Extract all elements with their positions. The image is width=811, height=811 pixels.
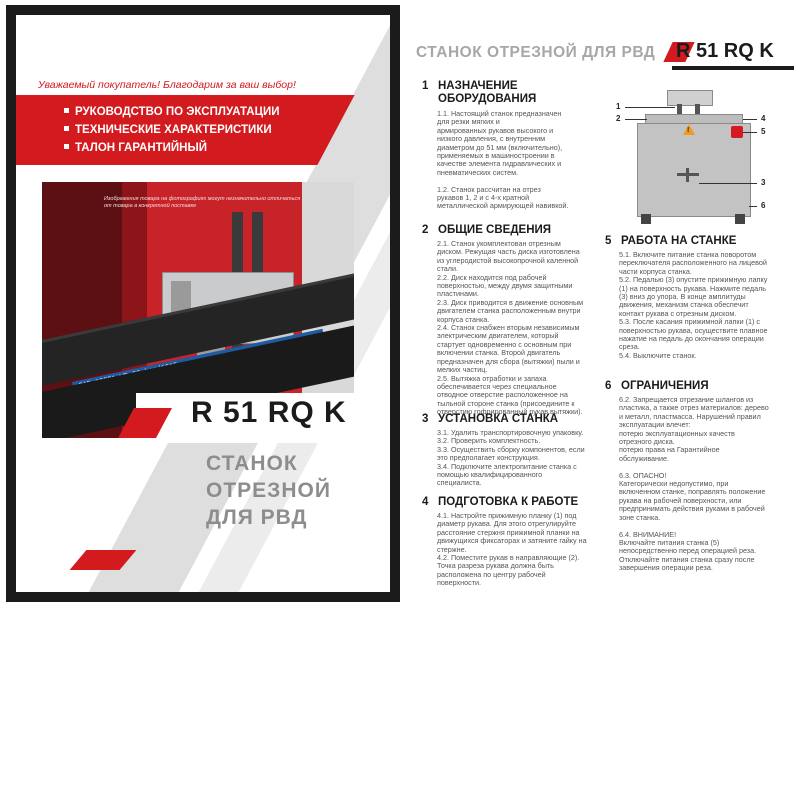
section-text: 4.1. Настройте прижимную планку (1) под диаметр рукава. Для этого отрегулируйте расстояние стержня прижимной планки на движущихся фиксаторах и затяните гайку на стержне. 4.2. Поместите рукав в направляющие (2). Точка разреза рукава должна быть расположена по центру рабочей поверхности. bbox=[437, 511, 587, 588]
cover-title-line: СТАНОК bbox=[206, 452, 298, 475]
section-heading: 1 НАЗНАЧЕНИЕ ОБОРУДОВАНИЯ bbox=[422, 80, 537, 105]
cover-band-item: РУКОВОДСТВО ПО ЭКСПЛУАТАЦИИ bbox=[64, 106, 280, 118]
pedal bbox=[677, 173, 699, 176]
cover-title-line: ОТРЕЗНОЙ bbox=[206, 479, 331, 502]
diagram-label: 2 bbox=[616, 114, 621, 123]
diagram-label: 5 bbox=[761, 127, 766, 136]
section-text: 6.2. Запрещается отрезание шлангов из пластика, а также отрез материалов: дерево и металл, пластмасса. Нарушений правил эксплуатации влечет: потерю эксплуатационных качеств отрезного диска. потерю права на Гарантийное обслуживание. 6.3. ОПАСНО! Категорически недопустимо, при включенном станке, поправлять положение рукава на рабочей поверхности, или предпринимать действия руками в рабочей зоне станка. 6.4. ВНИМАНИЕ! Включайте питания станка (5) непосредственно перед операцией реза. Отключайте питания станка сразу после завершения операции реза. bbox=[619, 395, 769, 573]
machine-diagram: ! 1 2 4 5 3 6 bbox=[607, 88, 777, 228]
section-text: 2.1. Станок укомплектован отрезным диском. Режущая часть диска изготовлена из углеродистой высокопрочной каленной стали. 2.2. Диск находится под рабочей поверхностью, между двумя защитными пластинами. 2.3. Диск приводится в движение основным двигателем станка расположенным внутри корпуса станка. 2.4. Станок снабжен вторым независимым электрическим двигателем, который стартует одновременно с основным при включении станка. Второй двигатель предназначен для сбора (вытяжки) пыли и мелких частиц. 2.5. Вытяжка отработки и запаха обеспечивается через специальное отводное отверстие расположенное на тыльной стороне станка (присоедините к отверстию гофрированный рукав вытяжки). bbox=[437, 239, 584, 417]
section-text: 3.1. Удалить транспортировочную упаковку. 3.2. Проверить комплектность. 3.3. Осуществить сборку компонентов, если это предполагает конструкция. 3.4. Подключите электропитание станка с помощью квалифицированного специалиста. bbox=[437, 428, 585, 488]
diagram-label: 4 bbox=[761, 114, 766, 123]
cover-model: R 51 RQ K bbox=[191, 396, 347, 429]
cover-band-item: ТЕХНИЧЕСКИЕ ХАРАКТЕРИСТИКИ bbox=[64, 124, 272, 136]
section-heading: 4 ПОДГОТОВКА К РАБОТЕ bbox=[422, 496, 579, 508]
section-text: 1.1. Настоящий станок предназначен для резки мягких и армированных рукавов высокого и низкого давления, с внутренним диаметром до 51 мм (включительно), применяемых в машиностроении в качестве элемента гидравлических и пневматических систем. 1.2. Станок рассчитан на отрез рукавов 1, 2 и с 4-х кратной металлической армирующей навивкой. bbox=[437, 109, 569, 211]
section-heading: 5 РАБОТА НА СТАНКЕ bbox=[605, 235, 737, 247]
section-text: 5.1. Включите питание станка поворотом переключателя расположенного на лицевой части корпуса станка. 5.2. Педалью (3) опустите прижимную лапку (1) на поверхность рукава. Нажмите педаль (3) вниз до упора. В конце амплитуды движения, механизм станка обеспечит контакт рукава с отрезным диском. 5.3. После касания прижимной лапки (1) с поверхностью рукава, осуществите плавное нажатие на педаль до окончания операции среза. 5.4. Выключите станок. bbox=[619, 250, 768, 360]
section-heading: 3 УСТАНОВКА СТАНКА bbox=[422, 413, 559, 425]
photo-disclaimer: Изображения товара на фотографиях могут незначительно отличаться от товара в конкретной поставке bbox=[104, 196, 301, 210]
section-heading: 6 ОГРАНИЧЕНИЯ bbox=[605, 380, 709, 392]
diagram-label: 1 bbox=[616, 102, 621, 111]
cover-band-item: ТАЛОН ГАРАНТИЙНЫЙ bbox=[64, 142, 207, 154]
document-title: СТАНОК ОТРЕЗНОЙ ДЛЯ РВД bbox=[416, 44, 656, 61]
header-rule bbox=[672, 66, 794, 70]
cover-inner bbox=[16, 15, 390, 592]
header-model: R 51 RQ K bbox=[676, 40, 774, 62]
section-heading: 2 ОБЩИЕ СВЕДЕНИЯ bbox=[422, 224, 552, 236]
diagram-label: 6 bbox=[761, 201, 766, 210]
clamp-bar bbox=[667, 90, 713, 106]
diagram-label: 3 bbox=[761, 178, 766, 187]
power-switch-icon bbox=[731, 126, 743, 138]
cover-page bbox=[6, 5, 400, 602]
cover-thanks-text: Уважаемый покупатель! Благодарим за ваш выбор! bbox=[38, 79, 296, 91]
cover-title-line: ДЛЯ РВД bbox=[206, 506, 308, 529]
